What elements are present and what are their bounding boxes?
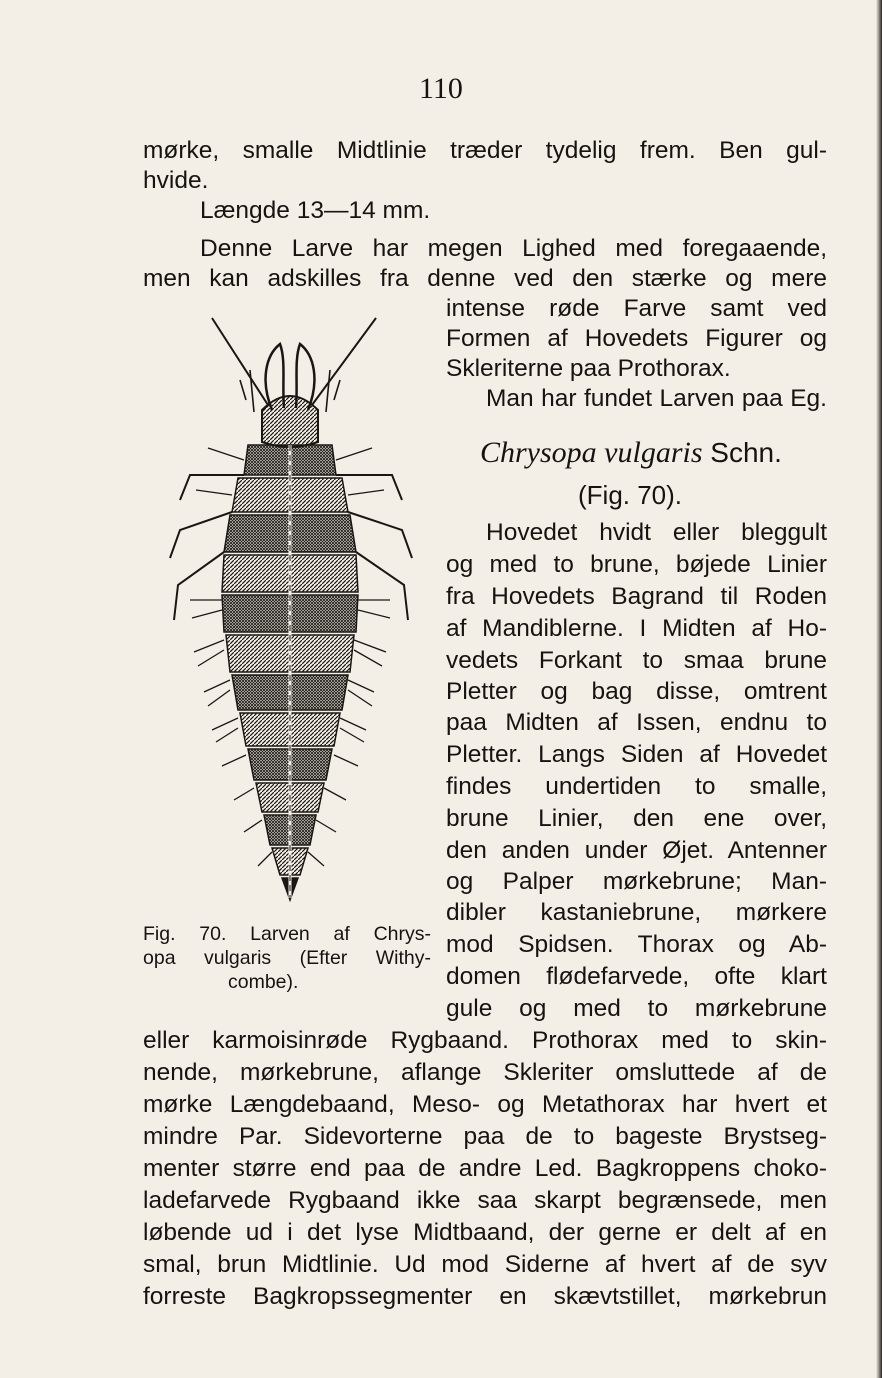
text-line: hvide.	[143, 167, 209, 194]
text-line: mørke, smalle Midtlinie træder tydelig frem. Ben gul-	[143, 137, 827, 164]
text-line: Denne Larve har megen Lighed med foregaaende,	[200, 235, 827, 262]
species-name: Chrysopa vulgaris	[480, 436, 703, 469]
figure-caption-line: Fig. 70. Larven af Chrys-	[143, 923, 431, 945]
text-line: Man har fundet Larven paa Eg.	[486, 385, 827, 412]
text-line: dibler kastaniebrune, mørkere	[446, 899, 827, 926]
text-line: Pletter og bag disse, omtrent	[446, 678, 827, 705]
text-line: Formen af Hovedets Figurer og	[446, 325, 827, 352]
text-line: nende, mørkebrune, aflange Skleriter omsluttede af de	[143, 1059, 827, 1086]
species-author: Schn.	[710, 437, 782, 468]
text-line: løbende ud i det lyse Midtbaand, der gerne er delt af en	[143, 1219, 827, 1246]
figure-caption-line: opa vulgaris (Efter Withy-	[143, 947, 431, 969]
text-line: mod Spidsen. Thorax og Ab-	[446, 931, 827, 958]
species-title	[480, 436, 782, 470]
text-line: smal, brun Midtlinie. Ud mod Siderne af hvert af de syv	[143, 1251, 827, 1278]
text-line: Skleriterne paa Prothorax.	[446, 355, 731, 382]
page-number: 110	[419, 72, 463, 105]
text-line: fra Hovedets Bagrand til Roden	[446, 583, 827, 610]
text-line: men kan adskilles fra denne ved den stærke og mere	[143, 265, 827, 292]
text-line: af Mandiblerne. I Midten af Ho-	[446, 615, 827, 642]
text-line: menter større end paa de andre Led. Bagkroppens choko-	[143, 1155, 827, 1182]
text-line: og med to brune, bøjede Linier	[446, 551, 827, 578]
text-line: Hovedet hvidt eller bleggult	[486, 519, 827, 546]
text-line: domen flødefarvede, ofte klart	[446, 963, 827, 990]
text-line: paa Midten af Issen, endnu to	[446, 709, 827, 736]
text-line: mørke Længdebaand, Meso- og Metathorax har hvert et	[143, 1091, 827, 1118]
text-line: gule og med to mørkebrune	[446, 995, 827, 1022]
right-antenna	[312, 318, 376, 405]
text-line: mindre Par. Sidevorterne paa de to bageste Brystseg-	[143, 1123, 827, 1150]
text-line: forreste Bagkropssegmenter en skævtstillet, mørkebrun	[143, 1283, 827, 1310]
head	[262, 396, 318, 447]
text-line: intense røde Farve samt ved	[446, 295, 827, 322]
text-line: og Palper mørkebrune; Man-	[446, 868, 827, 895]
text-line: brune Linier, den ene over,	[446, 805, 827, 832]
larva-illustration	[150, 300, 440, 910]
fig-reference: (Fig. 70).	[578, 480, 683, 510]
text-line: Længde 13—14 mm.	[200, 197, 431, 224]
page-edge-shadow	[876, 0, 882, 1378]
text-line: den anden under Øjet. Antenner	[446, 837, 827, 864]
text-line: findes undertiden to smalle,	[446, 773, 827, 800]
left-antenna	[212, 318, 268, 405]
text-line: eller karmoisinrøde Rygbaand. Prothorax med to skin-	[143, 1027, 827, 1054]
text-line: vedets Forkant to smaa brune	[446, 647, 827, 674]
text-line: ladefarvede Rygbaand ikke saa skarpt begrænsede, men	[143, 1187, 827, 1214]
text-line: Pletter. Langs Siden af Hovedet	[446, 741, 827, 768]
figure-caption-line: combe).	[228, 971, 299, 993]
